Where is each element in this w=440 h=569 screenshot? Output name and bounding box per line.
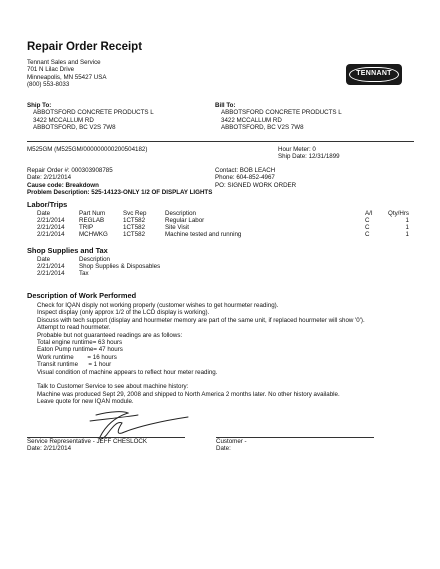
cause-code: Cause code: Breakdown	[27, 181, 99, 189]
labor-cell: MCHWKG	[79, 231, 108, 239]
labor-cell: 1	[405, 231, 409, 239]
supplies-cell: Tax	[79, 270, 89, 278]
labor-cell: 2/21/2014	[37, 224, 65, 232]
labor-col-rep: Svc Rep	[123, 210, 147, 217]
labor-col-desc: Description	[165, 210, 196, 217]
labor-cell: C	[365, 217, 370, 225]
work-line: Transit runtime = 1 hour	[37, 361, 112, 369]
labor-cell: C	[365, 231, 370, 239]
order-date: Date: 2/21/2014	[27, 174, 72, 182]
logo-text: TENNANT	[349, 67, 399, 82]
work-description	[37, 302, 365, 405]
repair-order-number: Repair Order #: 000303908785	[27, 167, 113, 174]
work-line: Leave quote for new IQAN module.	[37, 398, 134, 406]
ship-to-block	[27, 102, 154, 132]
supplies-cell: 2/21/2014	[37, 263, 65, 271]
work-line: Inspect display (only approx 1/2 of the LCD display is working).	[37, 309, 210, 317]
labor-header-row	[37, 210, 409, 217]
company-address-line2: Minneapolis, MN 55427 USA	[27, 73, 107, 81]
work-line: Talk to Customer Service to see about machine history:	[37, 383, 189, 391]
labor-cell: TRIP	[79, 224, 94, 232]
service-rep: Service Representative - JEFF CHESLOCK	[27, 438, 148, 445]
labor-cell: 1	[405, 224, 409, 232]
company-address-line1: 701 N Lilac Drive	[27, 66, 75, 74]
labor-table	[37, 210, 409, 239]
contact-name: Contact: BOB LEACH	[215, 167, 276, 174]
page-title: Repair Order Receipt	[27, 41, 143, 53]
company-block	[27, 59, 106, 89]
supplies-col-desc: Description	[79, 256, 110, 263]
contact-block	[215, 167, 296, 189]
work-line: Machine was produced Sept 29, 2008 and shipped to North America 2 months later. No other history available.	[37, 390, 340, 398]
labor-cell: 1CT582	[123, 231, 146, 239]
contact-phone: Phone: 604-852-4967	[215, 174, 275, 182]
hour-meter: Hour Meter: 0	[278, 146, 316, 153]
machine-meta	[278, 146, 340, 161]
work-heading: Description of Work Performed	[27, 291, 137, 300]
work-line	[37, 376, 365, 383]
machine-model: M525GM (M525GM/000000000200504182)	[27, 146, 148, 153]
labor-cell: 1CT582	[123, 224, 146, 232]
rep-date: Date: 2/21/2014	[27, 445, 72, 453]
work-line: Discuss with tech support (display and hourmeter memory are part of the same unit, if replaced hourmeter will show '0').	[37, 316, 365, 324]
labor-col-qty: Qty/Hrs	[388, 210, 409, 217]
labor-cell: 2/21/2014	[37, 217, 65, 225]
labor-cell: C	[365, 224, 370, 232]
labor-col-date: Date	[37, 210, 51, 217]
labor-cell: 2/21/2014	[37, 231, 65, 239]
table-row	[37, 270, 160, 277]
ship-to-line2: 3422 MCCALLUM RD	[33, 116, 94, 124]
customer-signoff	[216, 438, 247, 453]
customer-date: Date:	[216, 445, 231, 453]
supplies-cell: Shop Supplies & Disposables	[79, 263, 161, 271]
bill-to-line2: 3422 MCCALLUM RD	[221, 116, 282, 124]
work-line: Visual condition of machine appears to reflect hour meter reading.	[37, 368, 218, 376]
company-name: Tennant Sales and Service	[27, 59, 101, 66]
work-line: Total engine runtime= 63 hours	[37, 338, 123, 346]
supplies-cell: 2/21/2014	[37, 270, 65, 278]
ship-to-line1: ABBOTSFORD CONCRETE PRODUCTS L	[33, 109, 154, 117]
table-row	[37, 231, 409, 238]
work-line: Attempt to read hourmeter.	[37, 324, 111, 332]
bill-to-block	[215, 102, 342, 132]
work-line: Check for IQAN disply not working properly (customer wishes to get hourmeter reading).	[37, 302, 279, 309]
labor-col-part: Part Num	[79, 210, 106, 217]
problem-description: Problem Description: 525-14123-ONLY 1/2 OF DISPLAY LIGHTS	[27, 189, 213, 197]
work-line: Eaton Pump runtime= 47 hours	[37, 346, 123, 354]
supplies-table	[37, 256, 160, 277]
bill-to-label: Bill To:	[215, 102, 236, 109]
bill-to-line3: ABBOTSFORD, BC V2S 7W8	[221, 124, 304, 132]
labor-col-ai: A/I	[365, 210, 373, 217]
work-line: Work runtime = 16 hours	[37, 353, 117, 361]
supplies-col-date: Date	[37, 256, 51, 263]
labor-cell: Regular Labor	[165, 217, 205, 225]
table-row	[37, 224, 409, 231]
ship-date: Ship Date: 12/31/1899	[278, 153, 340, 161]
work-line: Probable but not guaranteed readings are as follows:	[37, 331, 183, 339]
supplies-heading: Shop Supplies and Tax	[27, 246, 108, 255]
labor-cell: 1CT582	[123, 217, 146, 225]
labor-cell: REGLAB	[79, 217, 105, 225]
labor-cell: 1	[405, 217, 409, 225]
supplies-header-row	[37, 256, 160, 263]
ship-to-line3: ABBOTSFORD, BC V2S 7W8	[33, 124, 116, 132]
ship-to-label: Ship To:	[27, 102, 52, 109]
table-row	[37, 263, 160, 270]
tennant-logo	[346, 64, 402, 85]
order-block	[27, 167, 212, 197]
labor-cell: Machine tested and running	[165, 231, 242, 239]
po-number: PO: SIGNED WORK ORDER	[215, 181, 297, 189]
divider-top	[27, 141, 414, 142]
customer-label: Customer -	[216, 438, 247, 445]
labor-cell: Site Visit	[165, 224, 189, 232]
table-row	[37, 217, 409, 224]
labor-heading: Labor/Trips	[27, 200, 68, 209]
rep-signoff	[27, 438, 147, 453]
bill-to-line1: ABBOTSFORD CONCRETE PRODUCTS L	[221, 109, 342, 117]
company-phone: (800) 553-8033	[27, 81, 70, 89]
